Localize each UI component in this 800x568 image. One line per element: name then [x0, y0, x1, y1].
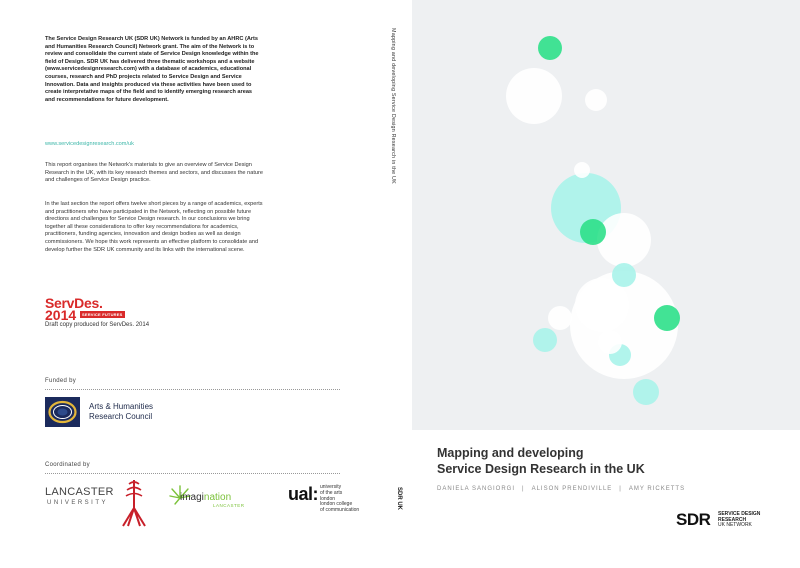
ual-line: university — [320, 484, 342, 490]
ual-name — [320, 485, 359, 514]
ual-logo — [288, 484, 383, 524]
imagination-subtitle: LANCASTER — [213, 503, 245, 508]
servdes-tag: SERVICE FUTURES — [82, 312, 123, 317]
divider — [45, 473, 340, 474]
servdes-wordmark: ServDes. — [45, 295, 103, 311]
imagination-wordmark-accent: nation — [203, 492, 232, 503]
lancaster-subtitle: UNIVERSITY — [47, 500, 109, 506]
funded-by-label: Funded by — [45, 378, 77, 384]
sdr-wordmark: SDR — [676, 510, 711, 529]
bubble — [580, 219, 606, 245]
sdr-uk-logo — [676, 510, 781, 532]
bubble — [633, 379, 659, 405]
website-link[interactable]: www.servicedesignresearch.com/uk — [45, 141, 134, 147]
imagination-wordmark — [180, 492, 231, 503]
ual-line: london college — [320, 501, 353, 508]
imagination-wordmark-prefix: imagi — [180, 492, 204, 503]
lancaster-wordmark: LANCASTER — [45, 486, 114, 498]
ahrc-emblem-icon — [45, 397, 80, 427]
coordinated-by-label: Coordinated by — [45, 462, 90, 468]
imagination-logo — [168, 484, 258, 514]
ual-line: of the arts — [320, 489, 343, 496]
ual-line: of communication — [320, 507, 360, 514]
ual-wordmark: ual: — [288, 484, 319, 504]
bubble — [598, 330, 622, 354]
bubble — [506, 68, 562, 124]
spine-logo: SDR UK — [396, 487, 402, 511]
bubble — [548, 306, 572, 330]
author-name: AMY RICKETTS — [628, 486, 686, 492]
servdes-logo — [45, 295, 165, 323]
intro-paragraph: The Service Design Research UK (SDR UK) Network is funded by an AHRC (Arts and Humanities Research Council) Network grant. The aim of the Network is to review and consolidate the current state of Service Design knowledge within the field of Design. SDR UK has delivered three thematic workshops and a website (www.servicedesignresearch.com) with a database of academics, educational courses, research and PhD projects related to Service Design and Service Innovation. Data and insights produced via these activities have been used to create interpretative maps of the field and to identify emerging research areas and recommendations for future development. — [45, 36, 259, 103]
cover-title-line1: Mapping and developing — [437, 446, 584, 460]
bubble — [533, 328, 557, 352]
bubble-artwork — [412, 0, 800, 430]
author-list — [437, 486, 685, 492]
author-name: ALISON PRENDIVILLE — [531, 486, 613, 492]
bubble — [538, 36, 562, 60]
back-cover — [0, 0, 384, 568]
cover-illustration — [412, 0, 800, 430]
ahrc-logo — [45, 396, 195, 430]
lancaster-logo — [45, 478, 150, 528]
lancaster-crest-icon — [119, 478, 149, 528]
bubble — [654, 305, 680, 331]
author-separator: | — [619, 486, 622, 492]
cover-title-line2: Service Design Research in the UK — [437, 462, 645, 476]
bubble — [597, 213, 651, 267]
sdr-name — [718, 512, 760, 529]
bubble — [574, 162, 590, 178]
summary-paragraph: In the last section the report offers twelve short pieces by a range of academics, experts and practitioners who have participated in the Network, reflecting on possible future directions and challenges for Service Design research. In our conclusions we bring together all these considerations to offer key recommendations for academics, practitioners, funding agencies, innovation and design bodies as well as design commissioners. We hope this work represents an effective platform to consolidate and develop further the SDR UK community and its links with the international scene. — [45, 201, 263, 253]
author-separator: | — [522, 486, 525, 492]
spine — [384, 0, 412, 568]
divider — [45, 389, 340, 390]
sdr-line: RESEARCH — [718, 516, 747, 523]
bubble — [585, 89, 607, 111]
spine-title: Mapping and developing Service Design Research in the UK — [390, 28, 396, 184]
sdr-line: SERVICE DESIGN — [718, 511, 761, 517]
ahrc-name-line2: Research Council — [89, 412, 153, 421]
cover-title — [437, 445, 645, 477]
ual-line: london — [320, 495, 336, 502]
author-name: DANIELA SANGIORGI — [437, 486, 516, 492]
ahrc-name — [89, 402, 153, 422]
draft-note: Draft copy produced for ServDes. 2014 — [45, 322, 150, 328]
overview-paragraph: This report organises the Network's materials to give an overview of Service Design Research in the UK, with its key research themes and sectors, and discusses the nature and challenges of Service Design practice. — [45, 162, 263, 184]
servdes-year: 2014 — [45, 307, 77, 323]
bubble — [612, 263, 636, 287]
ahrc-name-line1: Arts & Humanities — [89, 402, 154, 411]
sdr-line: UK NETWORK — [718, 522, 752, 529]
